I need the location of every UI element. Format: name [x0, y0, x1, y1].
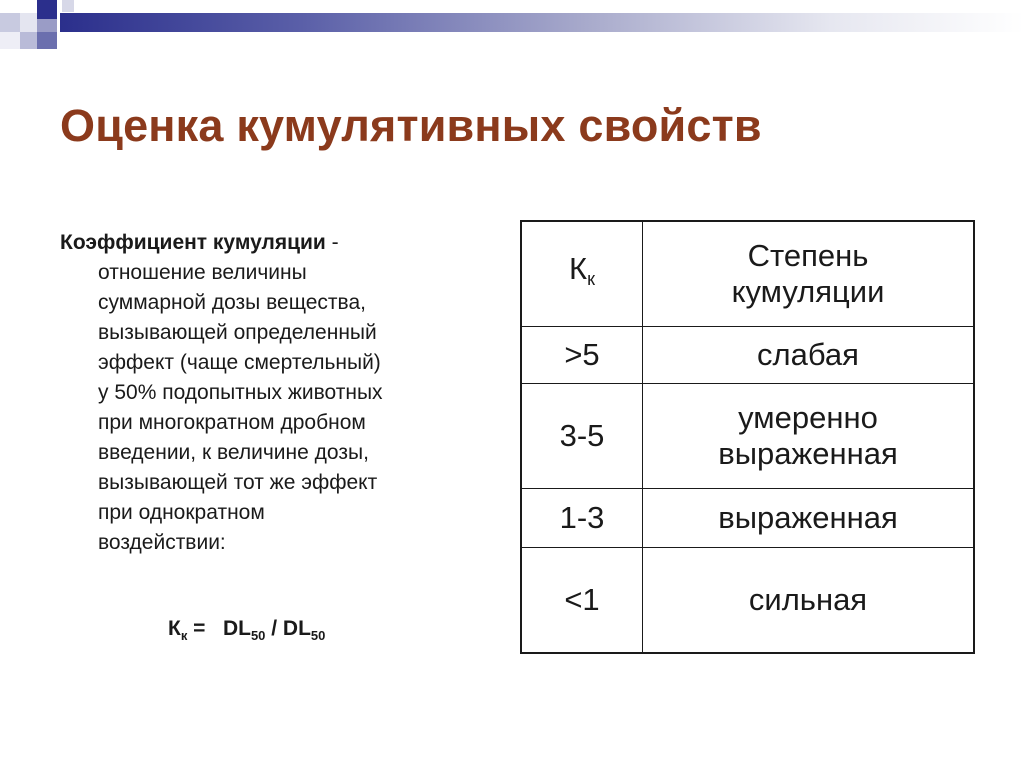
deco-square [0, 13, 20, 32]
deco-square [20, 32, 37, 49]
deco-square [0, 32, 20, 49]
slide-title: Оценка кумулятивных свойств [60, 100, 762, 151]
deco-square [37, 0, 57, 19]
definition-line: вызывающей определенный [98, 321, 377, 344]
table-row [521, 489, 974, 548]
deco-square [62, 0, 74, 12]
header-k-cell [521, 221, 643, 327]
degree-cell: выраженная [643, 489, 975, 548]
deco-square [37, 32, 57, 49]
formula-lhs: К [168, 617, 181, 640]
table-row [521, 548, 974, 654]
definition-first-line [60, 228, 500, 258]
degree-cell: слабая [643, 327, 975, 384]
definition-line: вызывающей тот же эффект [98, 471, 378, 494]
header-bar [60, 13, 1024, 32]
definition-line: при однократном [98, 501, 265, 524]
definition-line: воздействии: [98, 531, 226, 554]
table-row [521, 327, 974, 384]
header-degree-line: кумуляции [731, 274, 885, 309]
k-value-cell: 1-3 [521, 489, 643, 548]
table-header-row [521, 221, 974, 327]
k-value-cell: <1 [521, 548, 643, 654]
definition-line: введении, к величине дозы, [98, 441, 369, 464]
header-decoration [0, 0, 80, 70]
table-row [521, 384, 974, 489]
definition-line: отношение величины [98, 261, 307, 284]
k-value-cell: 3-5 [521, 384, 643, 489]
degree-line: выраженная [718, 436, 898, 471]
degree-cell: сильная [643, 548, 975, 654]
definition-line: у 50% подопытных животных [98, 381, 383, 404]
k-value-cell: >5 [521, 327, 643, 384]
header-degree-cell [643, 221, 975, 327]
definition-text [60, 228, 500, 558]
definition-dash: - [325, 231, 339, 254]
formula-subscript: 50 [250, 628, 266, 643]
degree-line: умеренно [738, 400, 878, 435]
formula-lhs-subscript: к [180, 628, 188, 643]
deco-square [20, 13, 37, 32]
formula-eq: = DL [187, 617, 251, 640]
cumulation-formula [168, 617, 325, 643]
cumulation-table [520, 220, 975, 654]
formula-subscript: 50 [310, 628, 326, 643]
definition-line: эффект (чаще смертельный) [98, 351, 381, 374]
definition-term: Коэффициент кумуляции [60, 231, 326, 254]
degree-cell [643, 384, 975, 489]
definition-line: при многократном дробном [98, 411, 366, 434]
definition-line: суммарной дозы вещества, [98, 291, 366, 314]
header-k: К [569, 251, 588, 286]
formula-slash: / DL [265, 617, 311, 640]
deco-square [37, 19, 57, 32]
header-degree-line: Степень [747, 238, 869, 273]
header-k-subscript: к [587, 269, 595, 289]
